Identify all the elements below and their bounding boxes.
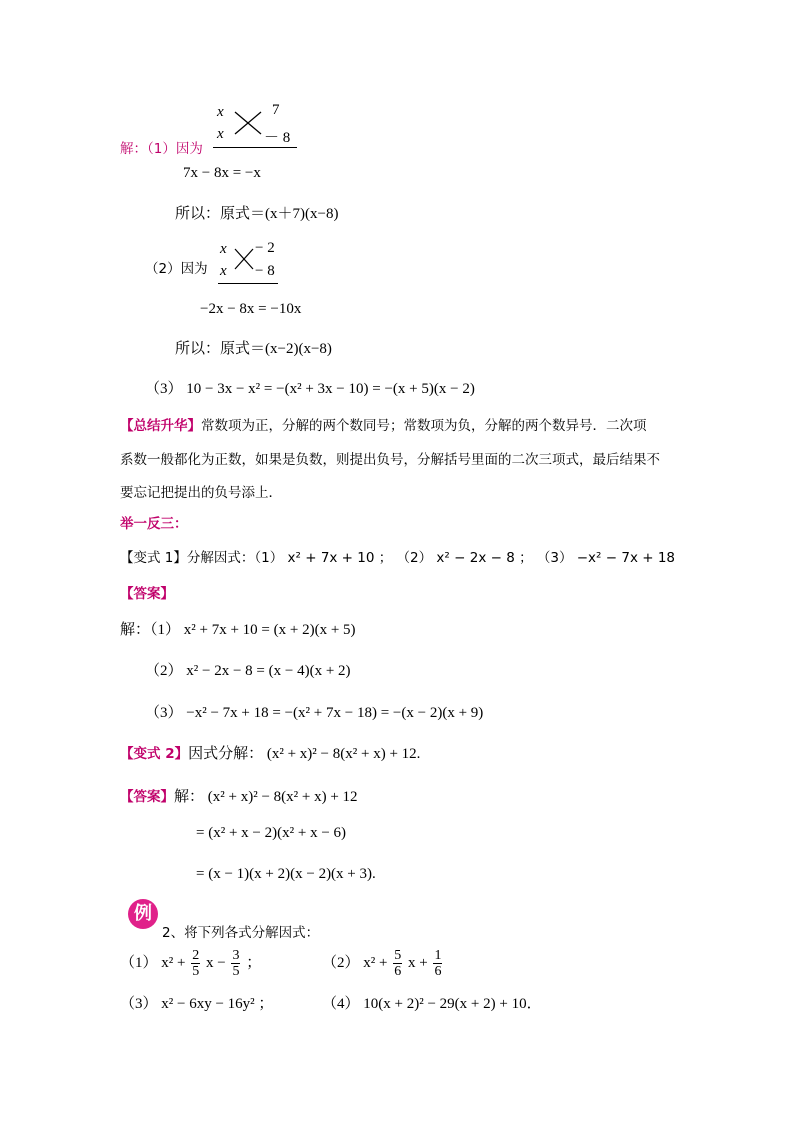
variant2: 【变式 2】因式分解： (x² + x)² − 8(x² + x) + 12. bbox=[120, 746, 421, 762]
ans1-b: （2） x² − 2x − 8 = (x − 4)(x + 2) bbox=[145, 663, 351, 679]
cross1-check: 7x − 8x = −x bbox=[183, 165, 261, 181]
cross1-top-right: 7 bbox=[272, 102, 280, 118]
summary-line1: 【总结升华】常数项为正，分解的两个数同号；常数项为负，分解的两个数异号．二次项 bbox=[120, 418, 647, 434]
summary-line2: 系数一般都化为正数，如果是负数，则提出负号，分解括号里面的二次三项式，最后结果不 bbox=[120, 452, 660, 468]
example-p1: （1） x² + $\frac{2}{5}$ x − $\frac{3}{5}$ ； bbox=[120, 948, 262, 980]
example-p2: （2） x² + $\frac{5}{6}$ x + $\frac{1}{6}$ bbox=[322, 948, 442, 980]
cross1-top-left: x bbox=[217, 104, 224, 120]
cross2-top-left: x bbox=[220, 241, 227, 257]
ans2-b: = (x² + x − 2)(x² + x − 6) bbox=[196, 825, 347, 841]
ans2-c: = (x − 1)(x + 2)(x − 2)(x + 3). bbox=[196, 866, 376, 882]
ans1-c: （3） −x² − 7x + 18 = −(x² + 7x − 18) = −(x − 2)(x + 9) bbox=[145, 705, 484, 721]
cross1-bottom-right: － 8 bbox=[264, 130, 291, 146]
sol2-label: （2）因为 bbox=[145, 261, 208, 277]
example-p4: （4） 10(x + 2)² − 29(x + 2) + 10． bbox=[322, 996, 542, 1012]
example-badge: 例 bbox=[128, 899, 158, 929]
example-p3: （3） x² − 6xy − 16y² ； bbox=[120, 996, 274, 1012]
cross2-top-right: − 2 bbox=[255, 240, 275, 256]
cross1-rule bbox=[213, 147, 297, 148]
summary-line3: 要忘记把提出的负号添上． bbox=[120, 485, 282, 501]
example-title: 2、将下列各式分解因式： bbox=[162, 925, 320, 941]
cross2-bottom-right: − 8 bbox=[255, 263, 275, 279]
sol3: （3） 10 − 3x − x² = −(x² + 3x − 10) = −(x + 5)(x − 2) bbox=[145, 381, 475, 397]
variant1: 【变式 1】分解因式：（1） x² + 7x + 10 ； （2） x² − 2x − 8 ； （3） −x² − 7x + 18 bbox=[120, 550, 676, 566]
sol2-result: 所以：原式＝(x−2)(x−8) bbox=[175, 341, 332, 357]
sol1-result: 所以：原式＝(x＋7)(x−8) bbox=[175, 206, 339, 222]
ans1-a: 解：（1） x² + 7x + 10 = (x + 2)(x + 5) bbox=[120, 622, 356, 638]
cross2-lines bbox=[233, 247, 255, 271]
cross1-bottom-left: x bbox=[217, 126, 224, 142]
cross2-check: −2x − 8x = −10x bbox=[200, 301, 302, 317]
solution-label: 解：（1）因为 bbox=[120, 141, 203, 157]
cross2-rule bbox=[218, 283, 278, 284]
ans2-a: 【答案】解： (x² + x)² − 8(x² + x) + 12 bbox=[120, 789, 358, 805]
practice-heading: 举一反三： bbox=[120, 516, 188, 532]
cross1-lines bbox=[233, 110, 263, 136]
answer-tag-1: 【答案】 bbox=[120, 586, 174, 602]
cross2-bottom-left: x bbox=[220, 263, 227, 279]
